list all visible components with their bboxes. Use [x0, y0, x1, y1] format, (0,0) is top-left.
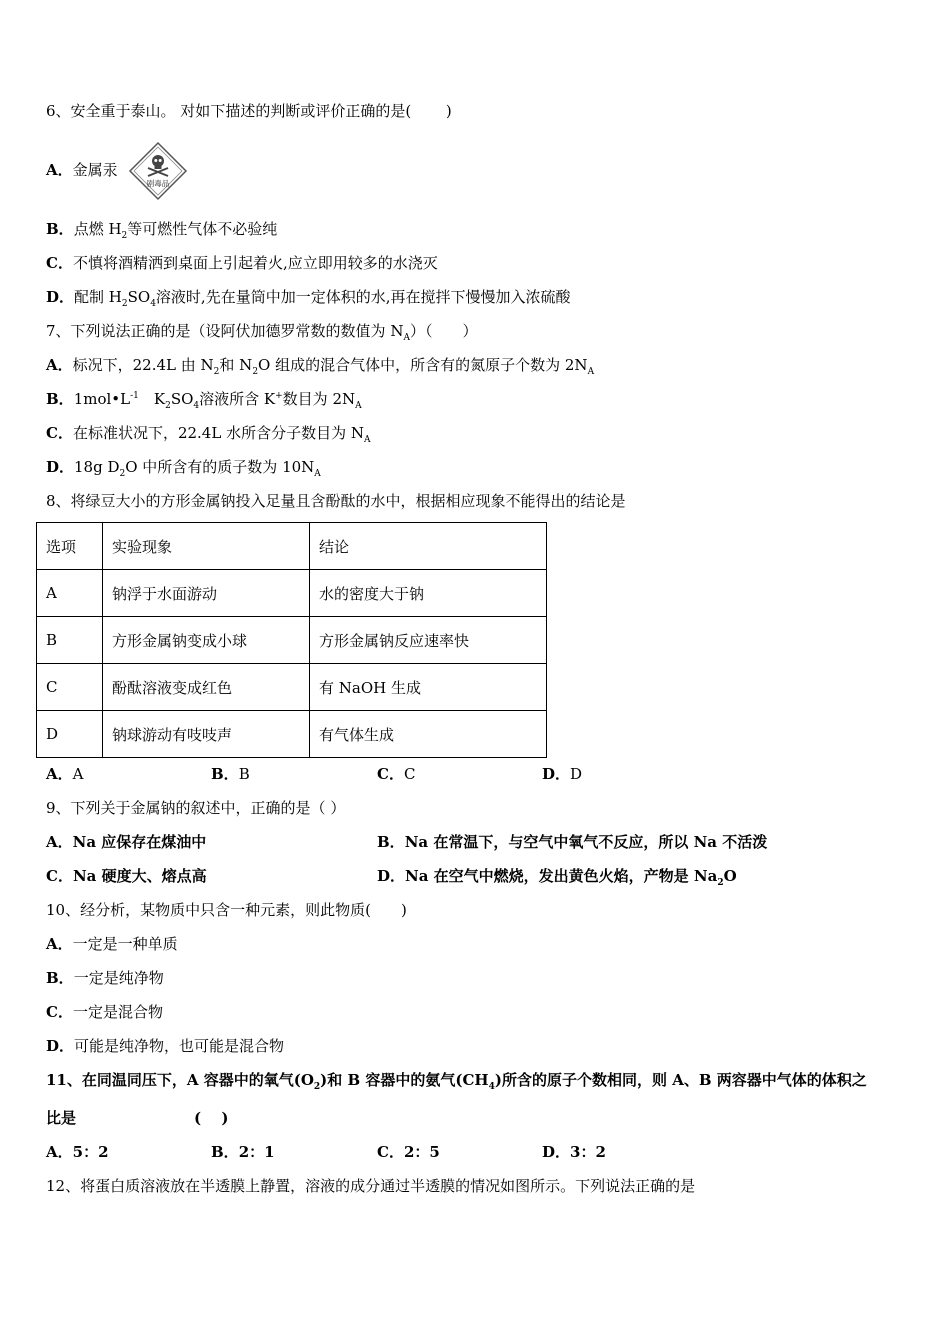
q11-d-letter: D．	[542, 1143, 571, 1161]
q8-b-text: B	[238, 765, 250, 783]
q10-a-text: 一定是一种单质	[72, 935, 178, 953]
q9-option-c	[46, 866, 207, 886]
q7-b-sup1: -1	[130, 391, 139, 401]
q7-option-a	[46, 355, 594, 375]
q9-a-letter: A．	[46, 833, 73, 851]
cell-conclusion: 有气体生成	[310, 711, 547, 758]
q7-c-letter: C．	[46, 424, 73, 442]
q8-a-letter: A．	[46, 765, 73, 783]
q7-a-letter: A．	[46, 356, 73, 374]
q7-b-s1: 2	[165, 401, 171, 411]
q8-d-text: D	[570, 765, 583, 783]
q11-p1: 11、在同温同压下，A 容器中的氧气(O	[46, 1071, 314, 1089]
q10-a-letter: A．	[46, 935, 73, 953]
q6-a-letter: A．	[46, 161, 73, 179]
q7-d-s1: 2	[119, 469, 126, 479]
q6-c-letter: C．	[46, 254, 73, 272]
q7-option-c	[46, 423, 370, 443]
q10-d-letter: D．	[46, 1037, 75, 1055]
q6-option-c	[46, 253, 438, 273]
q7-d-p1: 18g D	[74, 458, 120, 476]
cell-phenomenon: 方形金属钠变成小球	[103, 617, 310, 664]
cell-phenomenon: 酚酞溶液变成红色	[103, 664, 310, 711]
cell-option: A	[37, 570, 103, 617]
q10-b-text: 一定是纯净物	[73, 969, 164, 987]
q9-d-sub: 2	[717, 878, 724, 888]
q6-a-text: 金属汞	[72, 161, 118, 179]
q10-option-b	[46, 968, 164, 988]
q9-d-post: O	[723, 867, 737, 885]
q10-option-a	[46, 934, 178, 954]
q7-a-p2: 和 N	[219, 356, 253, 374]
q7-d-p2: O 中所含有的质子数为 10N	[125, 458, 315, 476]
q6-option-a	[46, 160, 118, 180]
q7-b-letter: B．	[46, 390, 74, 408]
hazard-label: 剧毒品	[146, 179, 170, 188]
q7-b-p1: 1mol•L	[73, 390, 131, 408]
q12-stem: 12、将蛋白质溶液放在半透膜上静置，溶液的成分通过半透膜的情况如图所示。下列说法正确的是	[46, 1177, 696, 1195]
q8-a-text: A	[72, 765, 84, 783]
q8-option-a	[46, 764, 83, 784]
q11-a-letter: A．	[46, 1143, 73, 1161]
q9-c-text: Na 硬度大、熔点高	[72, 867, 207, 885]
q6-option-b	[46, 219, 277, 239]
table-row	[37, 570, 547, 617]
q10-b-letter: B．	[46, 969, 74, 987]
q9-d-pre: Na 在空气中燃烧，发出黄色火焰，产物是 Na	[405, 867, 718, 885]
header-conclusion: 结论	[310, 523, 547, 570]
q6-d-post: 溶液时,先在量筒中加一定体积的水,再在搅拌下慢慢加入浓硫酸	[155, 288, 571, 306]
q9-option-d	[377, 866, 737, 886]
q6-option-d	[46, 287, 570, 307]
q11-s2: 4	[488, 1082, 495, 1092]
q11-paren: ( )	[194, 1109, 229, 1127]
q7-option-b	[46, 389, 362, 409]
q9-b-letter: B．	[377, 833, 405, 851]
q11-b-letter: B．	[211, 1143, 239, 1161]
q11-option-c	[377, 1142, 440, 1162]
q7-option-d	[46, 457, 321, 477]
q8-option-c	[377, 764, 415, 784]
cell-conclusion: 水的密度大于钠	[310, 570, 547, 617]
q11-option-d	[542, 1142, 606, 1162]
q10-stem: 10、经分析，某物质中只含一种元素，则此物质( )	[46, 901, 407, 919]
q7-b-p5: 数目为 2N	[282, 390, 356, 408]
q9-c-letter: C．	[46, 867, 73, 885]
cell-phenomenon: 钠球游动有吱吱声	[103, 711, 310, 758]
q7-stem-sub: A	[403, 333, 410, 343]
q6-d-sub1: 2	[121, 299, 128, 309]
q7-a-s1: 2	[213, 367, 220, 377]
q8-option-b	[211, 764, 250, 784]
q11-stem	[46, 1070, 867, 1090]
header-phenomenon: 实验现象	[103, 523, 310, 570]
q7-stem	[46, 321, 477, 341]
q6-b-sub: 2	[121, 231, 128, 241]
q11-option-a	[46, 1142, 109, 1162]
q10-c-letter: C．	[46, 1003, 73, 1021]
q9-stem: 9、下列关于金属钠的叙述中，正确的是（ ）	[46, 799, 346, 817]
q6-d-sub2: 4	[150, 299, 156, 309]
table-header-row	[37, 523, 547, 570]
q9-d-letter: D．	[377, 867, 406, 885]
q7-stem-post: ）（ ）	[409, 322, 478, 340]
q6-d-pre: 配制 H	[74, 288, 122, 306]
q7-b-sup2: +	[275, 391, 283, 401]
q7-a-s2: 2	[252, 367, 259, 377]
q7-a-s3: A	[587, 367, 595, 377]
q6-b-letter: B．	[46, 220, 74, 238]
q11-s1: 2	[313, 1082, 321, 1092]
q10-option-d	[46, 1036, 284, 1056]
q7-c-s1: A	[363, 435, 371, 445]
q7-stem-pre: 7、下列说法正确的是（设阿伏加德罗常数的数值为 N	[46, 322, 404, 340]
q7-a-p1: 标况下，22.4L 由 N	[72, 356, 214, 374]
q7-b-s3: A	[355, 401, 362, 411]
q10-option-c	[46, 1002, 163, 1022]
q8-c-text: C	[403, 765, 416, 783]
q8-c-letter: C．	[377, 765, 404, 783]
q6-d-letter: D．	[46, 288, 75, 306]
q11-b-text: 2：1	[238, 1143, 275, 1161]
q11-c-text: 2：5	[403, 1143, 440, 1161]
cell-conclusion: 有 NaOH 生成	[310, 664, 547, 711]
q6-d-mid: SO	[127, 288, 151, 306]
q7-b-s2: 4	[193, 401, 200, 411]
cell-phenomenon: 钠浮于水面游动	[103, 570, 310, 617]
q7-b-p4: 溶液所含 K	[199, 390, 276, 408]
q11-stem-line2	[46, 1108, 228, 1128]
q11-c-letter: C．	[377, 1143, 404, 1161]
q9-a-text: Na 应保存在煤油中	[72, 833, 207, 851]
toxic-hazard-icon	[128, 141, 188, 201]
cell-conclusion: 方形金属钠反应速率快	[310, 617, 547, 664]
q9-option-b	[377, 832, 767, 852]
q10-d-text: 可能是纯净物，也可能是混合物	[74, 1037, 285, 1055]
q6-b-pre: 点燃 H	[73, 220, 122, 238]
cell-option: D	[37, 711, 103, 758]
q9-option-a	[46, 832, 206, 852]
q8-d-letter: D．	[542, 765, 571, 783]
q11-d-text: 3：2	[570, 1143, 606, 1161]
cell-option: B	[37, 617, 103, 664]
table-row	[37, 664, 547, 711]
q11-line2: 比是	[46, 1109, 77, 1127]
q11-p2: )和 B 容器中的氨气(CH	[320, 1071, 489, 1089]
q7-a-p3: O 组成的混合气体中，所含有的氮原子个数为 2N	[258, 356, 588, 374]
q9-b-text: Na 在常温下，与空气中氧气不反应，所以 Na 不活泼	[404, 833, 768, 851]
q7-c-p1: 在标准状况下，22.4L 水所含分子数目为 N	[72, 424, 364, 442]
q11-option-b	[211, 1142, 275, 1162]
table-row	[37, 617, 547, 664]
q6-b-post: 等可燃性气体不必验纯	[127, 220, 278, 238]
q7-b-p3: SO	[170, 390, 194, 408]
q7-d-s2: A	[314, 469, 321, 479]
q7-d-letter: D．	[46, 458, 75, 476]
q8-b-letter: B．	[211, 765, 239, 783]
table-row	[37, 711, 547, 758]
cell-option: C	[37, 664, 103, 711]
q11-a-text: 5：2	[72, 1143, 109, 1161]
q6-stem: 6、安全重于泰山。 对如下描述的判断或评价正确的是( )	[46, 102, 452, 120]
q10-c-text: 一定是混合物	[72, 1003, 163, 1021]
q11-p3: )所含的原子个数相同，则 A、B 两容器中气体的体积之	[494, 1071, 867, 1089]
q8-option-d	[542, 764, 582, 784]
q7-b-p2: K	[138, 390, 166, 408]
q8-stem: 8、将绿豆大小的方形金属钠投入足量且含酚酞的水中，根据相应现象不能得出的结论是	[46, 492, 626, 510]
q6-c-text: 不慎将酒精洒到桌面上引起着火,应立即用较多的水浇灭	[72, 254, 438, 272]
header-option: 选项	[37, 523, 103, 570]
q8-table	[36, 522, 547, 758]
